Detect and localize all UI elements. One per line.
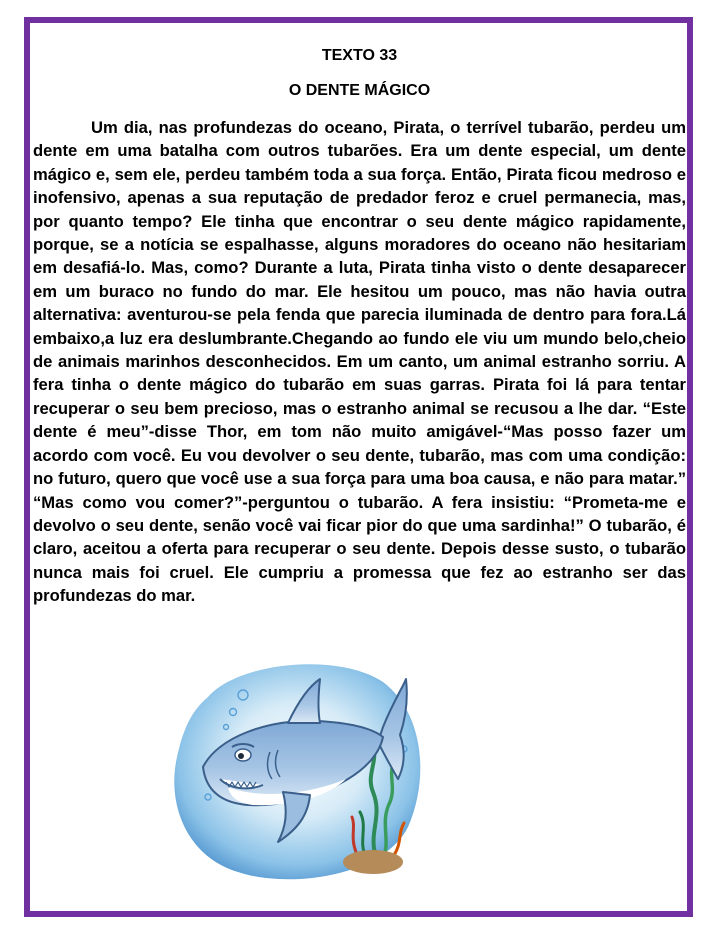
story-title: O DENTE MÁGICO <box>288 82 431 99</box>
story-paragraph: Um dia, nas profundezas do oceano, Pirata, o terrível tubarão, perdeu um dente em uma batalha com outros tubarões. Era um dente especial, um dente mágico e, sem ele, perdeu também toda a sua força. Então, Pirata ficou medroso e inofensivo, apenas a sua reputação de predador feroz e cruel permanecia, mas, por quanto tempo? Ele tinha que encontrar o seu dente mágico rapidamente, porque, se a notícia se espalhasse, alguns moradores do oceano não hesitariam em desafiá-lo. Mas, como? Durante a luta, Pirata tinha visto o dente desaparecer em um buraco no fundo do mar. Ele hesitou um pouco, mas não havia outra alternativa: aventurou-se pela fenda que parecia iluminada de dentro para fora.Lá embaixo,a luz era deslumbrante.Chegando ao fundo ele viu um mundo belo,cheio de animais marinhos desconhecidos. Em um canto, um animal estranho sorriu. A fera tinha o dente mágico do tubarão em suas garras. Pirata foi lá para tentar recuperar o seu bem precioso, mas o estranho animal se recusou a lhe dar. “Este dente é meu”-disse Thor, em tom não muito amigável-“Mas posso fazer um acordo com você. Eu vou devolver o seu dente, tubarão, mas com uma condição: no futuro, quero que você use a sua força para uma boa causa, e não para matar.” “Mas como vou comer?”-perguntou o tubarão. A fera insistiu: “Prometa-me e devolvo o seu dente, senão você vai ficar pior do que uma sardinha!” O tubarão, é claro, aceitou a oferta para recuperar o seu dente. Depois desse susto, o tubarão nunca mais foi cruel. Ele cumpriu a promessa que fez ao estranho ser das profundezas do mar. <box>33 118 686 606</box>
document-content <box>33 46 686 608</box>
shark-illustration <box>168 657 430 887</box>
document-title: TEXTO 33 <box>321 47 398 64</box>
rock <box>343 850 403 874</box>
